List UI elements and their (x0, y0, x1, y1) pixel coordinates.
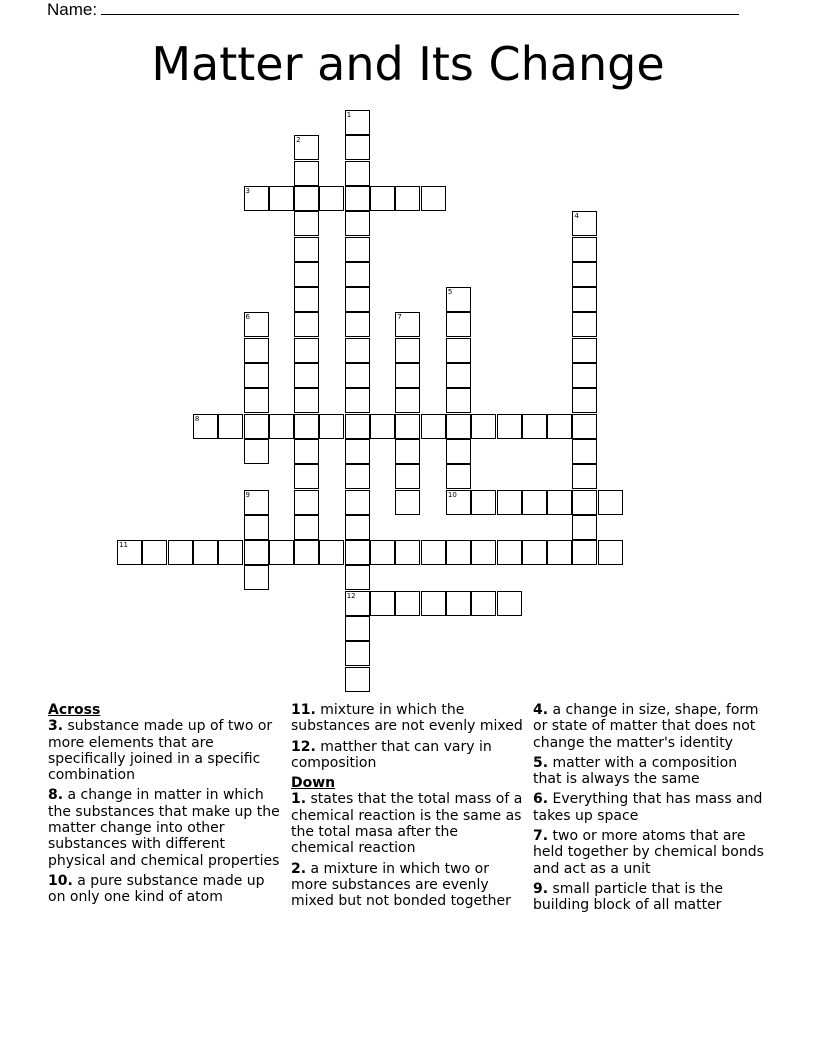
grid-cell[interactable] (572, 540, 597, 565)
grid-cell[interactable] (345, 262, 370, 287)
grid-cell[interactable] (345, 565, 370, 590)
grid-cell[interactable] (395, 591, 420, 616)
grid-cell[interactable] (319, 186, 344, 211)
name-label: Name: (47, 0, 98, 19)
grid-cell[interactable] (345, 237, 370, 262)
clue-down-6: 6. Everything that has mass and takes up space (533, 791, 763, 824)
grid-cell[interactable] (421, 186, 446, 211)
grid-cell[interactable] (218, 414, 243, 439)
grid-cell[interactable] (572, 464, 597, 489)
clue-number: 11 (119, 541, 128, 550)
grid-cell[interactable] (370, 591, 395, 616)
grid-cell[interactable] (395, 312, 420, 337)
grid-cell[interactable] (572, 388, 597, 413)
grid-cell[interactable] (345, 287, 370, 312)
clue-number: 4 (574, 212, 579, 221)
grid-cell[interactable] (572, 515, 597, 540)
grid-cell[interactable] (395, 363, 420, 388)
clue-number: 1 (346, 111, 352, 119)
grid-cell[interactable] (269, 414, 294, 439)
grid-cell[interactable] (244, 540, 269, 565)
grid-cell[interactable] (421, 540, 446, 565)
grid-cell[interactable] (244, 312, 269, 337)
grid-cell[interactable] (294, 515, 319, 540)
clue-number: 12 (346, 591, 356, 600)
grid-cell[interactable] (294, 490, 319, 515)
grid-cell[interactable] (345, 312, 370, 337)
grid-cell[interactable] (446, 312, 471, 337)
grid-cell[interactable] (572, 439, 597, 464)
grid-cell[interactable] (497, 490, 522, 515)
grid-cell[interactable] (345, 363, 370, 388)
grid-cell[interactable] (446, 591, 471, 616)
grid-cell[interactable] (547, 490, 572, 515)
clue-down-2: 2. a mixture in which two or more substances are evenly mixed but not bonded together (291, 860, 511, 910)
clue-number: 8 (194, 414, 200, 423)
grid-cell[interactable] (572, 287, 597, 312)
grid-cell[interactable] (345, 439, 370, 464)
across-heading: Across (48, 702, 101, 718)
grid-cell[interactable] (294, 287, 319, 312)
down-heading: Down (291, 775, 336, 792)
grid-cell[interactable] (345, 591, 370, 616)
grid-cell[interactable] (218, 540, 243, 565)
grid-cell[interactable] (345, 110, 370, 135)
grid-cell[interactable] (446, 540, 471, 565)
grid-cell[interactable] (446, 388, 471, 413)
clue-across-10: 10. a pure substance made up on only one kind of atom (48, 872, 265, 906)
grid-cell[interactable] (421, 414, 446, 439)
grid-cell[interactable] (345, 540, 370, 565)
grid-cell[interactable] (294, 338, 319, 363)
grid-cell[interactable] (345, 388, 370, 413)
grid-cell[interactable] (446, 414, 471, 439)
grid-cell[interactable] (572, 237, 597, 262)
clue-down-5: 5. matter with a composition that is always the same (533, 754, 738, 788)
clue-column-2 (291, 702, 523, 914)
grid-cell[interactable] (244, 515, 269, 540)
grid-cell[interactable] (395, 186, 420, 211)
clue-across-12: 12. matther that can vary in composition (291, 738, 492, 771)
clue-number: 3 (245, 186, 250, 195)
grid-cell[interactable] (345, 490, 370, 515)
grid-cell[interactable] (522, 414, 547, 439)
grid-cell[interactable] (572, 262, 597, 287)
grid-cell[interactable] (244, 186, 269, 211)
clue-down-1: 1. states that the total mass of a chemical reaction is the same as the total masa after the chemical reaction (291, 791, 523, 857)
grid-cell[interactable] (598, 490, 623, 515)
grid-cell[interactable] (294, 186, 319, 211)
grid-cell[interactable] (522, 490, 547, 515)
grid-cell[interactable] (497, 591, 522, 616)
clue-number: 9 (245, 490, 250, 499)
grid-cell[interactable] (244, 565, 269, 590)
grid-cell[interactable] (269, 540, 294, 565)
grid-cell[interactable] (294, 161, 319, 186)
clue-number: 2 (296, 136, 301, 145)
grid-cell[interactable] (244, 439, 269, 464)
grid-cell[interactable] (572, 338, 597, 363)
grid-cell[interactable] (345, 641, 370, 666)
grid-cell[interactable] (244, 414, 269, 439)
grid-cell[interactable] (572, 312, 597, 337)
grid-cell[interactable] (522, 540, 547, 565)
grid-cell[interactable] (572, 211, 597, 236)
grid-cell[interactable] (395, 464, 420, 489)
grid-cell[interactable] (193, 540, 218, 565)
grid-cell[interactable] (294, 388, 319, 413)
grid-cell[interactable] (345, 414, 370, 439)
grid-cell[interactable] (193, 414, 218, 439)
grid-cell[interactable] (572, 363, 597, 388)
grid-cell[interactable] (345, 186, 370, 211)
grid-cell[interactable] (446, 439, 471, 464)
grid-cell[interactable] (370, 414, 395, 439)
clue-across-8: 8. a change in matter in which the substances that make up the matter change into other substances with different physical and chemical properties (48, 787, 280, 869)
grid-cell[interactable] (269, 186, 294, 211)
grid-cell[interactable] (471, 591, 496, 616)
grid-cell[interactable] (446, 464, 471, 489)
grid-cell[interactable] (572, 490, 597, 515)
grid-cell[interactable] (294, 414, 319, 439)
grid-cell[interactable] (294, 439, 319, 464)
grid-cell[interactable] (446, 363, 471, 388)
grid-cell[interactable] (294, 540, 319, 565)
grid-cell[interactable] (345, 464, 370, 489)
clue-column-1 (48, 702, 280, 910)
grid-cell[interactable] (294, 363, 319, 388)
grid-cell[interactable] (547, 540, 572, 565)
grid-cell[interactable] (572, 414, 597, 439)
grid-cell[interactable] (395, 439, 420, 464)
grid-cell[interactable] (244, 338, 269, 363)
grid-cell[interactable] (294, 135, 319, 160)
clue-down-9: 9. small particle that is the building block of all matter (533, 880, 723, 914)
clue-number: 5 (447, 288, 453, 297)
grid-cell[interactable] (395, 414, 420, 439)
clue-column-3 (533, 702, 765, 918)
clue-number: 7 (397, 313, 402, 322)
grid-cell[interactable] (345, 515, 370, 540)
grid-cell[interactable] (446, 287, 471, 312)
grid-cell[interactable] (168, 540, 193, 565)
grid-cell[interactable] (244, 388, 269, 413)
grid-cell[interactable] (446, 338, 471, 363)
grid-cell[interactable] (598, 540, 623, 565)
clue-across-11: 11. mixture in which the substances are not evenly mixed (291, 702, 523, 735)
grid-cell[interactable] (395, 490, 420, 515)
grid-cell[interactable] (345, 161, 370, 186)
grid-cell[interactable] (319, 540, 344, 565)
grid-cell[interactable] (345, 338, 370, 363)
clue-down-7: 7. two or more atoms that are held together by chemical bonds and act as a unit (533, 828, 764, 877)
grid-cell[interactable] (471, 540, 496, 565)
grid-cell[interactable] (345, 135, 370, 160)
grid-cell[interactable] (294, 262, 319, 287)
grid-cell[interactable] (497, 414, 522, 439)
clue-across-3: 3. substance made up of two or more elements that are specifically joined in a specific combination (48, 718, 273, 784)
grid-cell[interactable] (345, 616, 370, 641)
grid-cell[interactable] (244, 363, 269, 388)
grid-cell[interactable] (294, 312, 319, 337)
grid-cell[interactable] (142, 540, 167, 565)
clue-number: 10 (447, 490, 457, 499)
clue-down-4: 4. a change in size, shape, form or state of matter that does not change the matter's identity (533, 702, 759, 751)
grid-cell[interactable] (345, 211, 370, 236)
page-title: Matter and Its Change (151, 37, 665, 91)
grid-cell[interactable] (446, 490, 471, 515)
grid-cell[interactable] (294, 237, 319, 262)
clue-number: 6 (245, 313, 250, 322)
grid-cell[interactable] (547, 414, 572, 439)
grid-cell[interactable] (471, 490, 496, 515)
grid-cell[interactable] (395, 540, 420, 565)
grid-cell[interactable] (421, 591, 446, 616)
grid-cell[interactable] (294, 211, 319, 236)
grid-cell[interactable] (244, 490, 269, 515)
grid-cell[interactable] (370, 186, 395, 211)
grid-cell[interactable] (497, 540, 522, 565)
grid-cell[interactable] (345, 667, 370, 692)
grid-cell[interactable] (294, 464, 319, 489)
grid-cell[interactable] (117, 540, 142, 565)
grid-cell[interactable] (370, 540, 395, 565)
grid-cell[interactable] (395, 338, 420, 363)
grid-cell[interactable] (471, 414, 496, 439)
grid-cell[interactable] (319, 414, 344, 439)
grid-cell[interactable] (395, 388, 420, 413)
